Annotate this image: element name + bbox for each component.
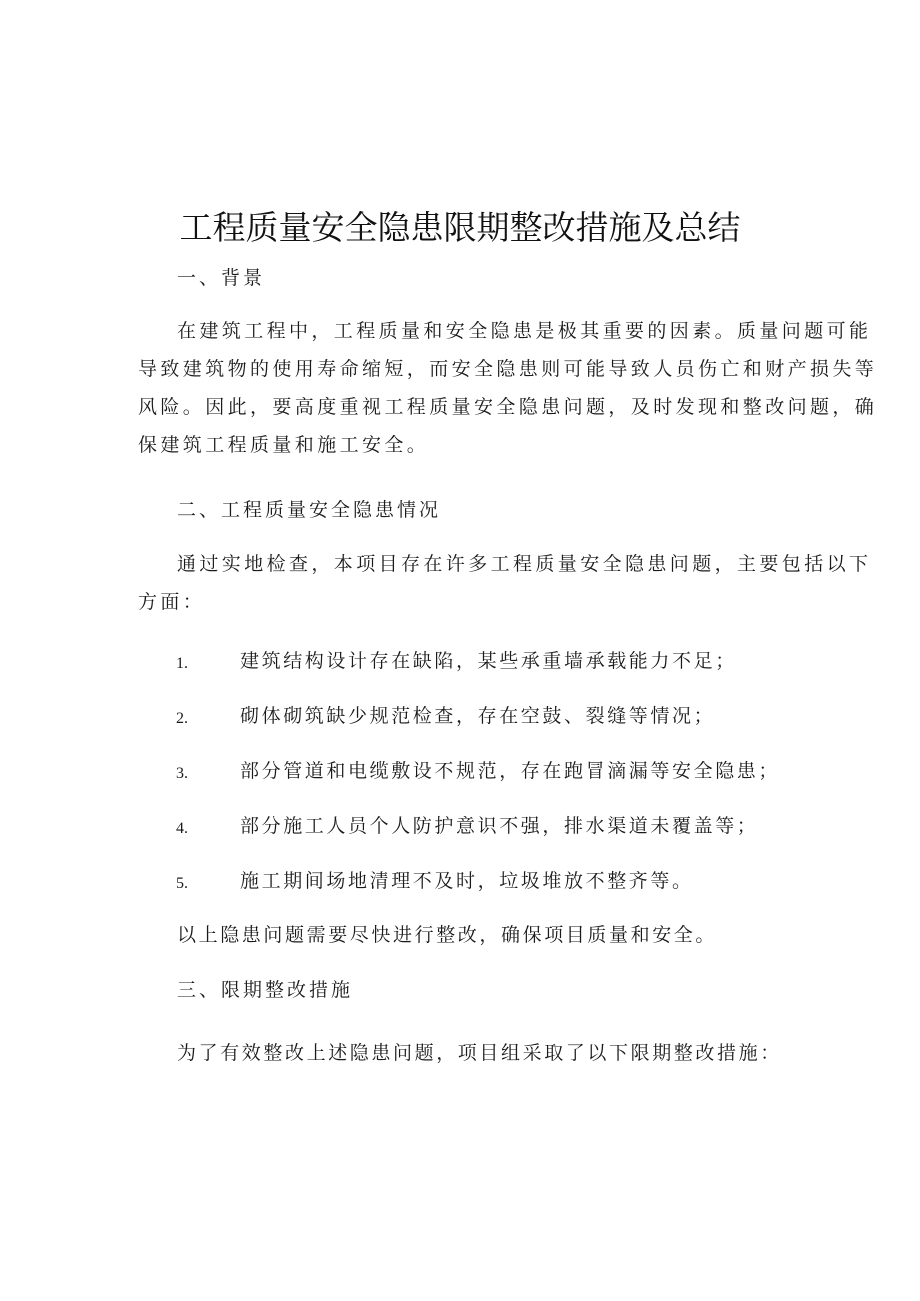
paragraph-line: 导致建筑物的使用寿命缩短，而安全隐患则可能导致人员伤亡和财产损失等: [138, 358, 878, 380]
paragraph-line: 保建筑工程质量和施工安全。: [138, 434, 430, 456]
section-heading-situation: 二、工程质量安全隐患情况: [177, 499, 442, 521]
section-heading-measures: 三、限期整改措施: [177, 979, 354, 1001]
list-item-number: 1.: [176, 655, 188, 672]
list-item-text: 施工期间场地清理不及时，垃圾堆放不整齐等。: [240, 870, 694, 892]
list-item-text: 部分管道和电缆敷设不规范，存在跑冒滴漏等安全隐患；: [240, 760, 781, 782]
list-item-number: 2.: [176, 710, 188, 727]
paragraph-line: 在建筑工程中，工程质量和安全隐患是极其重要的因素。质量问题可能: [177, 320, 872, 342]
section-heading-background: 一、背景: [177, 267, 266, 289]
measures-intro: 为了有效整改上述隐患问题，项目组采取了以下限期整改措施：: [177, 1042, 782, 1064]
paragraph-line: 风险。因此，要高度重视工程质量安全隐患问题，及时发现和整改问题，确: [138, 396, 878, 418]
situation-conclusion: 以上隐患问题需要尽快进行整改，确保项目质量和安全。: [177, 924, 718, 946]
list-item-text: 建筑结构设计存在缺陷，某些承重墙承载能力不足；: [240, 650, 737, 672]
background-paragraph: [138, 312, 878, 464]
paragraph-line: 通过实地检查，本项目存在许多工程质量安全隐患问题，主要包括以下: [177, 553, 872, 575]
document-title: 工程质量安全隐患限期整改措施及总结: [179, 208, 741, 247]
list-item-text: 砌体砌筑缺少规范检查，存在空鼓、裂缝等情况；: [240, 705, 716, 727]
paragraph-line: 方面：: [138, 591, 206, 613]
list-item-number: 5.: [176, 875, 188, 892]
list-item-number: 3.: [176, 765, 188, 782]
list-item-text: 部分施工人员个人防护意识不强，排水渠道未覆盖等；: [240, 815, 759, 837]
situation-intro-paragraph: [138, 545, 872, 621]
list-item-number: 4.: [176, 820, 188, 837]
